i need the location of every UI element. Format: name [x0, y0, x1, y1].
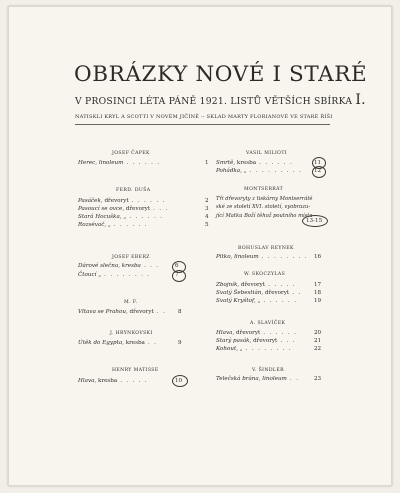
item-technique: dřevoryt [251, 338, 278, 344]
item-number: 19 [314, 298, 322, 304]
author-heading: W. SKOCZYLAS [244, 272, 286, 277]
item-technique: dřevoryt [263, 290, 290, 296]
item-number: 4 [205, 214, 209, 220]
item-number: 18 [314, 290, 322, 296]
item-title: Hlava, [78, 378, 97, 384]
item-number: 16 [314, 254, 322, 260]
list-item [216, 347, 292, 353]
item-leader: . . . . . . [256, 160, 294, 166]
list-item [216, 169, 302, 175]
item-leader: . . . . . . . . [258, 254, 308, 260]
item-leader: . . [153, 309, 167, 315]
handwritten-circle [302, 215, 328, 227]
item-title: Pasoucí se ovce, [78, 206, 125, 212]
author-heading: MONTSERRÁT [244, 187, 284, 192]
item-leader: . . . . . . [260, 330, 298, 336]
item-technique: kresba [96, 378, 118, 384]
item-leader: . . . . . . [260, 298, 298, 304]
list-item [216, 377, 299, 383]
list-item [78, 341, 157, 347]
imprint-line: NATISKLI KRYL A SCOTTI V NOVÉM JIČÍNĚ -- SKLAD MARTY FLORIANOVÉ VE STARÉ ŘÍŠI [75, 114, 333, 120]
handwritten-circle [172, 270, 186, 282]
item-title: Čtoucí [78, 272, 97, 278]
list-item [78, 379, 148, 385]
list-item [216, 283, 296, 289]
item-technique: kresba [123, 340, 145, 346]
item-leader: . . . . . . [123, 160, 161, 166]
item-title: Pitko, linoleum [216, 254, 259, 260]
author-heading: BOHUSLAV REYNEK [238, 246, 294, 251]
item-title: Zbojník, [216, 282, 240, 288]
item-title: Herec, linoleum [78, 160, 124, 166]
item-title: Stará Hocuška, [78, 214, 122, 220]
list-item [78, 215, 163, 221]
item-number: 21 [314, 338, 322, 344]
description-line: Tři dřevoryty z tiskárny Montserráté [216, 196, 313, 202]
item-leader: . . . [150, 206, 169, 212]
item-title: Telečská brána, linoleum [216, 376, 287, 382]
item-number: 13-15 [306, 218, 323, 224]
item-title: Pohádka, [216, 168, 242, 174]
item-title: Pasáček, [78, 198, 103, 204]
list-item [78, 223, 148, 229]
item-title: Hlava, [216, 330, 235, 336]
author-heading: J. HRYNKOVSKI [110, 331, 153, 336]
item-number: 6 [175, 263, 179, 269]
item-technique: dřevoryt [127, 309, 154, 315]
item-leader: . . . . . . [110, 222, 148, 228]
list-item [78, 264, 159, 270]
author-heading: JOSEF ČAPEK [112, 151, 150, 156]
item-technique: „ [96, 272, 102, 278]
item-leader: . . . . . . [126, 214, 164, 220]
item-number: 1 [205, 160, 209, 166]
author-heading: A. SLAVÍČEK [250, 321, 286, 326]
item-leader: . . . [140, 263, 160, 269]
handwritten-circle [172, 375, 188, 387]
list-item [78, 207, 169, 213]
list-item [216, 339, 296, 345]
item-leader: . . . . . . . . . [246, 168, 303, 174]
author-heading: V. ŠINDLER [252, 368, 284, 373]
item-leader: . . [289, 290, 302, 296]
handwritten-circle [312, 166, 326, 178]
item-leader: . . . . . . [128, 198, 166, 204]
catalog-title: OBRÁZKY NOVÉ I STARÉ [74, 62, 368, 87]
list-item [78, 273, 150, 279]
item-leader: . . . [277, 338, 296, 344]
item-number: 9 [178, 340, 182, 346]
item-leader: . . [144, 340, 158, 346]
list-item [216, 331, 297, 337]
catalog-subtitle [75, 92, 366, 108]
item-number: 10 [175, 378, 183, 384]
item-title: Vltava se Prahou, [78, 309, 128, 315]
item-number: 5 [205, 222, 209, 228]
item-number: 22 [314, 346, 322, 352]
description-line: ské ze století XVI. století, vyobrazu- [216, 204, 311, 211]
list-item [216, 161, 293, 167]
item-number: 2 [205, 198, 209, 204]
description-line: jící Matku Boží těhož poutního místa [216, 212, 313, 219]
item-technique: „ [106, 222, 111, 228]
list-item [78, 199, 166, 205]
list-item [216, 255, 308, 261]
item-number: 8 [178, 309, 182, 315]
item-number: 12 [314, 168, 322, 174]
item-technique: dřevoryt [234, 330, 261, 336]
item-title: Rozsévač, [78, 222, 107, 228]
item-technique: „ [238, 346, 243, 352]
item-leader: . . . . . . . . [242, 346, 292, 352]
item-number: 20 [314, 330, 322, 336]
item-number: 11 [314, 160, 322, 166]
item-title: Svatý Kryštof, [216, 298, 256, 304]
author-heading: FERD. DUŠA [116, 188, 151, 193]
item-technique: dřevoryt [102, 198, 129, 204]
item-title: Svatý Šebestián, [216, 290, 264, 296]
item-leader: . . . . . [265, 282, 296, 288]
item-technique: „ [121, 214, 127, 220]
item-leader: . . . . . . . . [101, 272, 151, 278]
item-title: Dárové slečna, kresba [78, 263, 141, 269]
item-number: 23 [314, 376, 322, 382]
item-leader: . . [286, 376, 300, 382]
item-title: Kohout, [216, 346, 238, 352]
author-heading: M. F. [124, 300, 138, 305]
item-technique: „ [255, 298, 261, 304]
item-number: 7 [175, 272, 179, 278]
item-title: Smrtě, [216, 160, 236, 166]
subtitle-roman-numeral: I. [355, 92, 366, 108]
item-number: 17 [314, 282, 322, 288]
list-item [216, 299, 297, 305]
header-rule [75, 124, 330, 125]
item-leader: . . . . . [117, 378, 149, 384]
author-heading: VASIL MILIOTI [246, 151, 288, 156]
list-item [216, 291, 301, 297]
subtitle-text: V PROSINCI LÉTA PÁNĚ 1921. LISTŮ VĚTŠÍCH SBÍRKA [75, 96, 353, 107]
list-item [78, 161, 160, 167]
item-title: Starý pasák, [216, 338, 252, 344]
list-item [78, 310, 166, 316]
item-technique: kresba [235, 160, 257, 166]
item-title: Útěk do Egypta, [78, 340, 124, 346]
author-heading: JOSEF EBERZ [112, 255, 150, 260]
item-number: 3 [205, 206, 209, 212]
item-technique: dřevoryt [239, 282, 266, 288]
author-heading: HENRY MATISSE [112, 368, 159, 373]
item-technique: dřevoryt [124, 206, 151, 212]
item-technique: „ [241, 168, 247, 174]
